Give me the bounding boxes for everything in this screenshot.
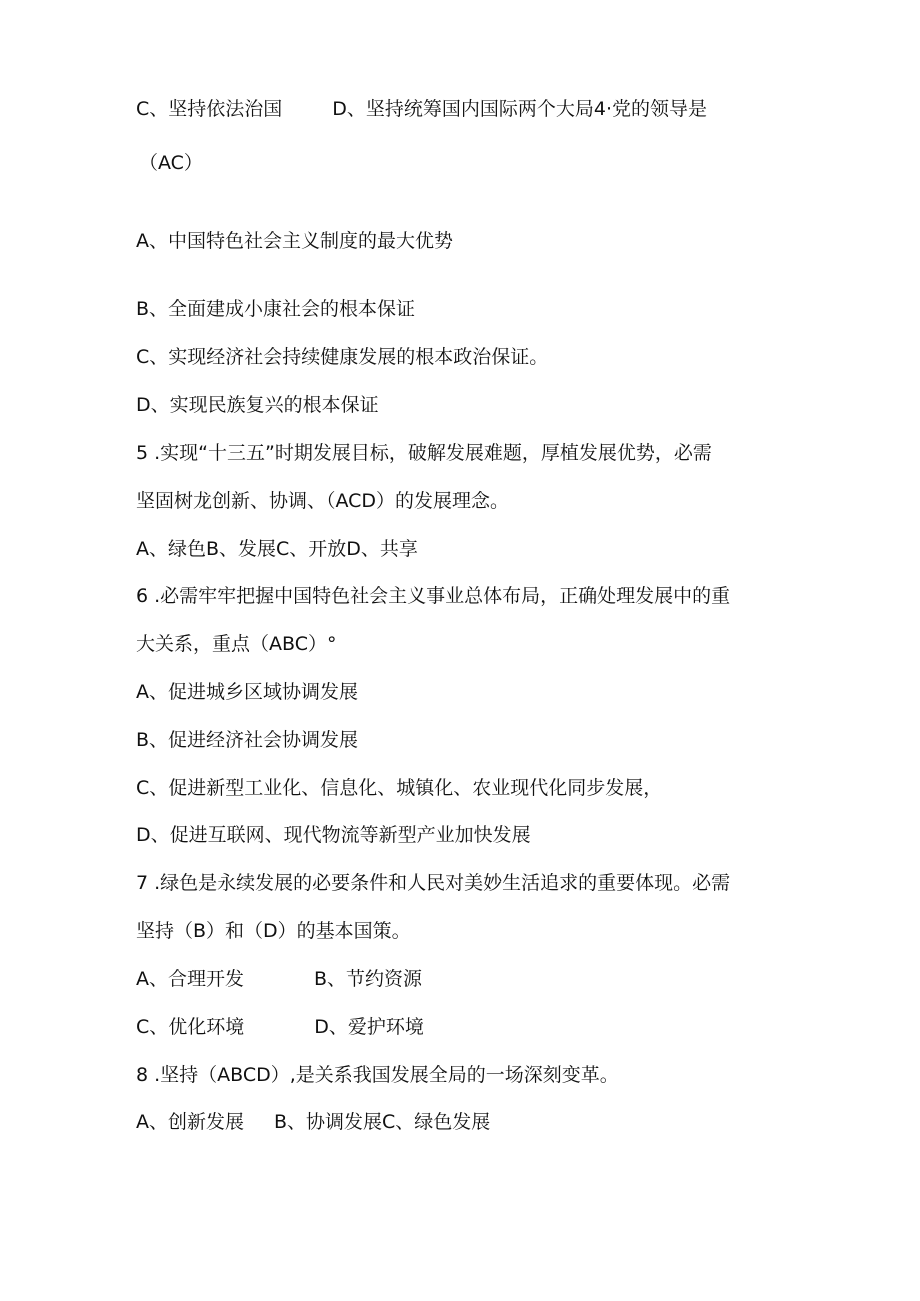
option-d-text: D、爱护环境 <box>314 1016 424 1038</box>
option-c-text: C、优化环境 <box>136 1016 245 1038</box>
option-line: C、实现经济社会持续健康发展的根本政治保证。 <box>136 346 549 368</box>
option-line: B、全面建成小康社会的根本保证 <box>136 298 416 320</box>
option-d-text: D、坚持统筹国内国际两个大局4·党的领导是 <box>332 98 708 120</box>
option-line: A、中国特色社会主义制度的最大优势 <box>136 230 453 252</box>
option-line: D、促进互联网、现代物流等新型产业加快发展 <box>136 824 531 846</box>
question-7-line-1: 7 .绿色是永续发展的必要条件和人民对美妙生活追求的重要体现。必需 <box>136 872 731 894</box>
question-8-line: 8 .坚持（ABCD）,是关系我国发展全局的一场深刻变革。 <box>136 1064 619 1086</box>
option-c-text: C、坚持依法治国 <box>136 98 283 120</box>
answer-line: （AC） <box>139 152 203 174</box>
option-line: A、促进城乡区域协调发展 <box>136 681 358 703</box>
option-b-text: B、节约资源 <box>314 968 423 990</box>
question-5-line-2: 坚固树龙创新、协调、（ACD）的发展理念。 <box>136 490 510 512</box>
option-a-text: A、合理开发 <box>136 968 244 990</box>
question-6-line-2: 大关系，重点（ABC）° <box>136 633 337 655</box>
option-line <box>136 97 707 121</box>
question-7-line-2: 坚持（B）和（D）的基本国策。 <box>136 920 411 942</box>
option-line: B、促进经济社会协调发展 <box>136 729 359 751</box>
option-a-text: A、创新发展 <box>136 1111 244 1133</box>
option-line: C、促进新型工业化、信息化、城镇化、农业现代化同步发展， <box>136 777 663 799</box>
question-5-line-1: 5 .实现“十三五”时期发展目标，破解发展难题，厚植发展优势，必需 <box>136 442 712 464</box>
option-line <box>136 967 422 991</box>
option-line: D、实现民族复兴的根本保证 <box>136 394 379 416</box>
option-line <box>136 1015 424 1039</box>
option-b-text: B、协调发展C、绿色发展 <box>274 1111 491 1133</box>
question-6-line-1: 6 .必需牢牢把握中国特色社会主义事业总体布局，正确处理发展中的重 <box>136 585 731 607</box>
option-line <box>136 1110 490 1134</box>
option-line: A、绿色B、发展C、开放D、共享 <box>136 538 418 560</box>
